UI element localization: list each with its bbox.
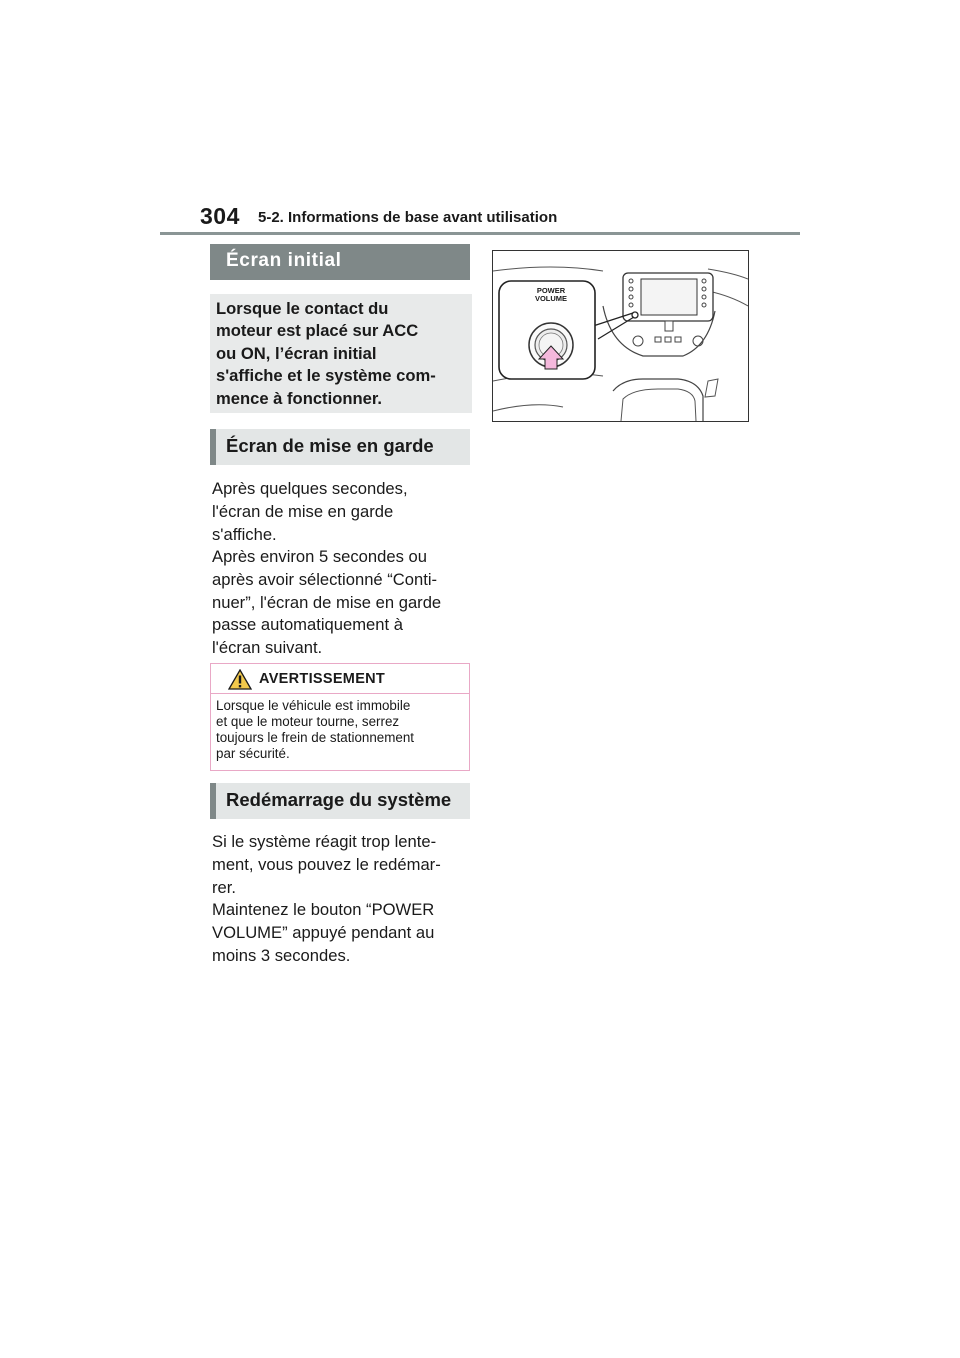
warning-title: AVERTISSEMENT (259, 671, 386, 687)
text-line: s'affiche. (212, 524, 277, 544)
text-line: Maintenez le bouton “POWER (212, 900, 435, 919)
warning-box (210, 663, 470, 771)
summary-line: moteur est placé sur ACC (216, 321, 419, 341)
text-line: Après environ 5 secondes ou (212, 547, 427, 566)
warning-line: toujours le frein de stationnement (216, 730, 415, 745)
text-line: VOLUME” appuyé pendant au (212, 922, 435, 942)
caution-paragraph-2 (212, 546, 474, 660)
text-line: ment, vous pouvez le redémar- (212, 854, 441, 874)
text-line: nuer”, l'écran de mise en garde (212, 592, 442, 612)
heading-restart: Redémarrage du système (210, 783, 470, 819)
warning-text (211, 694, 469, 762)
text-line: Après quelques secondes, (212, 479, 408, 498)
text-line: après avoir sélectionné “Conti- (212, 569, 438, 589)
knob-label-line: POWER (536, 286, 566, 295)
warning-triangle-icon (228, 669, 252, 690)
restart-paragraph-1 (212, 831, 474, 899)
summary-line: ou ON, l’écran initial (216, 343, 377, 363)
warning-line: par sécurité. (216, 746, 290, 761)
summary-line: mence à fonctionner. (216, 388, 382, 408)
dashboard-illustration (492, 250, 749, 422)
heading-caution-screen: Écran de mise en garde (210, 429, 470, 465)
text-line: l'écran de mise en garde (212, 501, 394, 521)
warning-header (211, 664, 469, 694)
knob-label (515, 287, 587, 303)
heading-initial-screen: Écran initial (210, 244, 470, 280)
text-line: passe automatiquement à (212, 615, 403, 635)
warning-line: Lorsque le véhicule est immobile (216, 698, 411, 713)
dashboard-drawing (493, 251, 748, 421)
summary-line: Lorsque le contact du (216, 299, 389, 318)
summary-line: s'affiche et le système com- (216, 366, 436, 386)
text-line: l'écran suivant. (212, 638, 323, 658)
knob-label-line: VOLUME (534, 294, 568, 303)
restart-paragraph-2 (212, 899, 474, 967)
warning-line: et que le moteur tourne, serrez (216, 714, 400, 729)
text-line: moins 3 secondes. (212, 945, 351, 965)
section-title: 5-2. Informations de base avant utilisation (258, 209, 558, 226)
text-line: Si le système réagit trop lente- (212, 832, 437, 851)
caution-paragraph-1 (212, 478, 474, 546)
text-line: rer. (212, 877, 236, 897)
initial-screen-summary (210, 294, 472, 413)
header-divider (160, 232, 800, 235)
page-number: 304 (200, 203, 240, 229)
